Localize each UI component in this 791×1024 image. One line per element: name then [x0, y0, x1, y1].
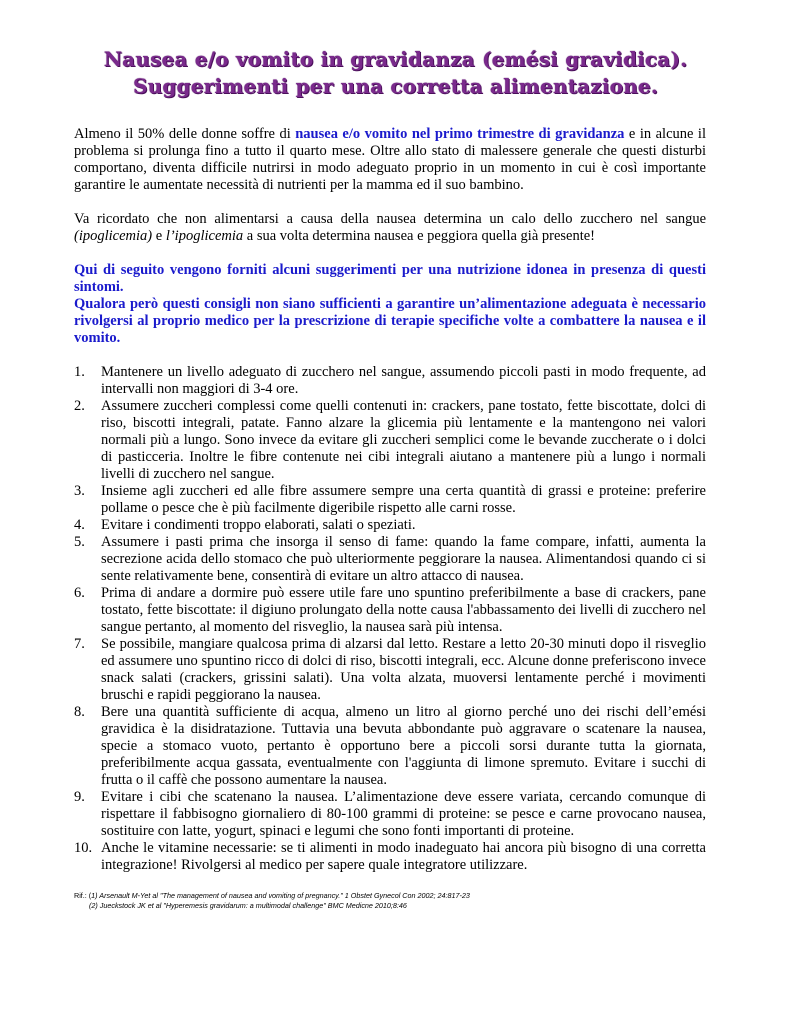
reference-2: (2) Jueckstock JK et al "Hyperemesis gravidarum: a multimodal challenge" BMC Medicne 2010;8:46 — [89, 901, 407, 910]
highlight-text: nausea e/o vomito nel primo trimestre di gravidanza — [295, 126, 625, 142]
list-item — [74, 585, 706, 636]
list-item — [74, 840, 706, 874]
advice-note-line-1: Qui di seguito vengono forniti alcuni suggerimenti per una nutrizione idonea in presenza di questi sintomi. — [74, 262, 706, 295]
intro-text: e in alcune il problema si prolunga fino a tutto il quarto mese. Oltre allo stato di malessere generale che questi disturbi comportano, diventa difficile nutrirsi in modo adeguato proprio in un momento in cui è così importante garantire le aumentate necessità di nutrienti per la mamma ed il suo bambino. — [74, 126, 706, 193]
reference-text: 1) Arsenault M-Yet al "The management of nausea and vomiting of pregnancy." 1 Obstet Gynecol Con 2002; 24:817-23 — [91, 891, 470, 900]
list-text: Mantenere un livello adeguato di zucchero nel sangue, assumendo piccoli pasti in modo frequente, ad intervalli non maggiori di 3-4 ore. — [101, 364, 706, 397]
list-item — [74, 398, 706, 483]
title-line-1: Nausea e/o vomito in gravidanza (emési gravidica). — [103, 47, 688, 71]
list-number: 5. — [74, 534, 85, 550]
intro-text: e — [152, 228, 166, 244]
list-item — [74, 517, 706, 534]
list-text: Assumere i pasti prima che insorga il senso di fame: quando la fame compare, infatti, aumenta la secrezione acida dello stomaco che può ulteriormente peggiorare la nausea. Alimentandosi quando ci si sente relativamente bene, consentirà di evitare un altro attacco di nausea. — [101, 534, 706, 584]
intro-text: Va ricordato che non alimentarsi a causa della nausea determina un calo dello zucchero nel sangue — [74, 211, 706, 227]
list-item — [74, 789, 706, 840]
list-number: 8. — [74, 704, 85, 720]
list-number: 7. — [74, 636, 85, 652]
advice-note-line-2: Qualora però questi consigli non siano sufficienti a garantire un’alimentazione adeguata è necessario rivolgersi al proprio medico per la prescrizione di terapie specifiche volte a combattere la nausea e il vomito. — [74, 296, 706, 346]
list-number: 2. — [74, 398, 85, 414]
list-number: 10. — [74, 840, 93, 856]
advice-note — [74, 262, 706, 347]
list-text: Anche le vitamine necessarie: se ti alimenti in modo inadeguato hai ancora più bisogno di una corretta integrazione! Rivolgersi al medico per sapere quale integratore utilizzare. — [101, 840, 706, 873]
intro-paragraph-1 — [74, 126, 706, 194]
list-text: Evitare i condimenti troppo elaborati, salati o speziati. — [101, 517, 416, 533]
list-number: 9. — [74, 789, 85, 805]
intro-text: a sua volta determina nausea e peggiora quella già presente! — [243, 228, 596, 244]
list-number: 3. — [74, 483, 85, 499]
list-text: Bere una quantità sufficiente di acqua, almeno un litro al giorno perché uno dei rischi dell’emési gravidica è la disidratazione. Tuttavia una bevuta abbondante può aggravare o scatenare la nausea, specie a stomaco vuoto, pertanto è opportuno bere a piccoli sorsi durante tutta la giornata, preferibilmente acqua gassata, eventualmente con l'aggiunta di limone spremuto. Evitare i succhi di frutta o il caffè che possono aumentare la nausea. — [101, 704, 706, 788]
intro-paragraph-2 — [74, 211, 706, 245]
list-item — [74, 704, 706, 789]
main-content — [74, 126, 706, 874]
list-text: Insieme agli zuccheri ed alle fibre assumere sempre una certa quantità di grassi e proteine: preferire pollame o pesce che è più facilmente digeribile rispetto alle carni rosse. — [101, 483, 706, 516]
list-item — [74, 483, 706, 517]
list-text: Evitare i cibi che scatenano la nausea. L’alimentazione deve essere variata, cercando comunque di rispettare il fabbisogno giornaliero di 80-100 grammi di proteine: se pesce e carne provocano nausea, sostituire con latte, yogurt, spinaci e legumi che sono fonti importanti di proteine. — [101, 789, 706, 839]
italic-term: (ipoglicemia) — [74, 228, 153, 244]
list-item — [74, 364, 706, 398]
list-number: 1. — [74, 364, 85, 380]
list-number: 4. — [74, 517, 85, 533]
list-text: Assumere zuccheri complessi come quelli contenuti in: crackers, pane tostato, fette biscottate, dolci di riso, biscotti integrali, patate. Fanno alzare la glicemia più lentamente e la mantengono nei valori normali più a lungo. Sono invece da evitare gli zuccheri semplici come le bevande zuccherate o i dolci di pasticceria. Inoltre le fibre contenute nei cibi integrali aiutano a mantenere più a lungo i normali livelli di zucchero nel sangue. — [101, 398, 706, 482]
list-item — [74, 636, 706, 704]
tips-list — [74, 364, 706, 874]
intro-text: Almeno il 50% delle donne soffre di — [74, 126, 296, 142]
list-text: Se possibile, mangiare qualcosa prima di alzarsi dal letto. Restare a letto 20-30 minuti dopo il risveglio ed assumere uno spuntino ricco di dolci di riso, biscotti integrali, ecc. Alcune donne preferiscono invece snack salati (crackers, grissini salati). Una volta alzata, muoversi lentamente perché i movimenti bruschi e rapidi peggiorano la nausea. — [101, 636, 706, 703]
list-number: 6. — [74, 585, 85, 601]
reference-prefix: Rif.: ( — [74, 891, 92, 900]
page-title — [40, 46, 751, 100]
references — [74, 891, 714, 911]
reference-1 — [74, 891, 714, 901]
title-line-2: Suggerimenti per una corretta alimentazione. — [132, 74, 659, 98]
list-text: Prima di andare a dormire può essere utile fare uno spuntino preferibilmente a base di crackers, pane tostato, fette biscottate: il digiuno prolungato della notte causa l'abbassamento dei livelli di zucchero nel sangue pertanto, al momento del risveglio, la nausea sarà più intensa. — [101, 585, 706, 635]
italic-term: l’ipoglicemia — [165, 228, 244, 244]
list-item — [74, 534, 706, 585]
